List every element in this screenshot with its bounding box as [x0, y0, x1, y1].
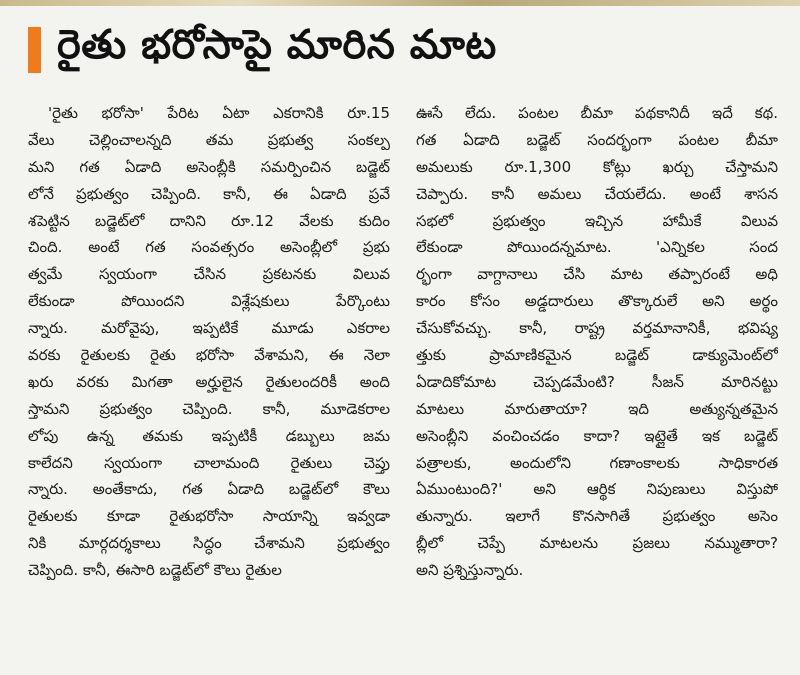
headline-accent-bar: [28, 27, 41, 73]
body-text-line: ఖరు వరకు మిగతా అర్హులైన రైతులందరికీ అంది: [28, 372, 390, 391]
body-text-line: మని గత ఏడాది అసెంబ్లీకి సమర్పించిన బడ్జెట్: [28, 157, 390, 176]
body-text-line: తున్నారు. ఇలాగే కొనసాగితే ప్రభుత్వం అసెం: [416, 507, 778, 526]
body-text-line: సభలో ప్రభుత్వం ఇచ్చిన హామీకే విలువ: [416, 211, 778, 230]
body-text-line: అని ప్రశ్నిస్తున్నారు.: [416, 561, 524, 580]
body-text-line: లేకుండా పోయిందన్నమాట. 'ఎన్నికల సంద: [416, 238, 778, 257]
body-text-line: అసెంబ్లీని వంచించడం కాదా? ఇట్లైతే ఇక బడ్జెట్: [416, 426, 778, 445]
left-column: [28, 100, 390, 640]
headline-text: రైతు భరోసాపై మారిన మాట: [57, 22, 497, 68]
body-text-line: ర్భంగా వాగ్దానాలు చేసి మాట తప్పారంటే అధి: [416, 265, 778, 284]
body-text-line: త్తుకు ప్రామాణికమైన బడ్జెట్ డాక్యుమెంట్‌లో: [416, 346, 778, 365]
top-image-strip: [0, 0, 800, 6]
body-text-line: న్నారు. అంతేకాదు, గత ఏడాది బడ్జెట్‌లో కౌలు: [28, 480, 390, 499]
body-text-line: ఏముంటుంది?' అని ఆర్థిక నిపుణులు విస్తుపో: [416, 480, 778, 499]
body-text-line: నికి మార్గదర్శకాలు సిద్ధం చేశామని ప్రభుత్వం: [28, 534, 390, 553]
body-text-line: మాటలు మారుతాయా? ఇది అత్యున్నతమైన: [416, 399, 778, 418]
article-body: [28, 100, 778, 640]
body-text-line: లోపు ఉన్న తమకు ఇప్పటికీ డబ్బులు జమ: [28, 426, 390, 445]
body-text-line: ఊసే లేదు. పంటల బీమా పథకానిదీ ఇదే కథ.: [416, 104, 778, 122]
body-text-line: వేలు చెల్లించాలన్నది తమ ప్రభుత్వ సంకల్ప: [28, 130, 390, 149]
body-text-line: పత్రాలకు, అందులోని గణాంకాలకు సాధికారత: [416, 453, 778, 472]
body-text-line: చింది. అంటే గత సంవత్సరం అసెంబ్లీలో ప్రభు: [28, 238, 390, 257]
body-text-line: బ్లీలో చెప్పే మాటలను ప్రజలు నమ్ముతారా?: [416, 534, 778, 553]
body-text-line: చెప్పింది. కానీ, ఈసారి బడ్జెట్‌లో కౌలు రైతుల: [28, 561, 282, 580]
next-article-cutoff: [28, 654, 788, 675]
body-text-line: చేసుకోవచ్చు. కానీ, రాష్ట్ర వర్తమానానికీ, భవిష్య: [416, 319, 778, 338]
body-text-line: వరకు రైతులకు రైతు భరోసా వేశామని, ఈ నెలా: [28, 346, 390, 365]
body-text-line: కాలేదని స్వయంగా చాలామంది రైతులు చెప్తు: [28, 453, 390, 472]
article-headline: [28, 20, 497, 80]
body-text-line: చెప్పారు. కానీ అమలు చేయలేదు. అంటే శాసన: [416, 184, 778, 203]
body-text-line: లేకుండా పోయిందని విశ్లేషకులు పేర్కొంటు: [28, 292, 390, 311]
body-text-line: లోనే ప్రభుత్వం చెప్పింది. కానీ, ఈ ఏడాది ప్రవే: [28, 184, 390, 203]
body-text-line: రైతులకు కూడా రైతుభరోసా సాయాన్ని ఇవ్వడా: [28, 507, 390, 526]
body-text-line: కారం కోసం అడ్డదారులు తొక్కారులే అని అర్థం: [416, 292, 778, 311]
body-text-line: గత ఏడాది బడ్జెట్ సందర్భంగా పంటల బీమా: [416, 130, 778, 149]
body-text-line: న్నారు. మరోవైపు, ఇప్పటికే మూడు ఎకరాల: [28, 319, 390, 338]
body-text-line: 'రైతు భరోసా' పేరిట ఏటా ఎకరానికి రూ.15: [48, 104, 390, 122]
body-text-line: ఏడాదికోమాట చెప్పడమేంటి? సీజన్ మారినట్టు: [416, 372, 778, 391]
body-text-line: అమలుకు రూ.1,300 కోట్లు ఖర్చు చేస్తామని: [416, 157, 778, 176]
body-text-line: శపెట్టిన బడ్జెట్‌లో దానిని రూ.12 వేలకు కుదిం: [28, 211, 390, 230]
body-text-line: త్వమే స్వయంగా చేసిన ప్రకటనకు విలువ: [28, 265, 390, 284]
body-text-line: స్తామని ప్రభుత్వం చెప్పింది. కానీ, మూడెకరాల: [28, 399, 390, 418]
right-column: [416, 100, 778, 640]
